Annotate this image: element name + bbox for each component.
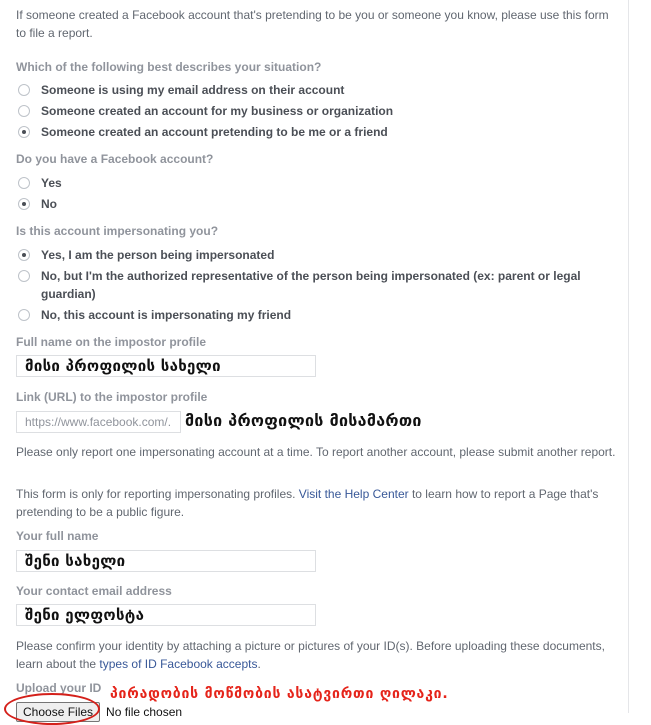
label-impostor-full-name: Full name on the impostor profile	[16, 335, 207, 349]
file-status-text: No file chosen	[106, 705, 183, 719]
impersonating-profiles-note	[16, 485, 616, 521]
help-center-link[interactable]: Visit the Help Center	[298, 487, 409, 501]
radio-option-label: Someone created an account for my business or organization	[41, 104, 394, 118]
label-impostor-url: Link (URL) to the impostor profile	[16, 390, 208, 404]
radio-option-business-account[interactable]	[18, 104, 393, 120]
content-divider-line	[628, 0, 629, 713]
note-text: This form is only for reporting impersonating profiles.	[16, 487, 299, 501]
radio-option-label: Yes	[41, 176, 62, 190]
radio-option-label: No, but I'm the authorized representative of the person being impersonated (ex: parent or legal guardian)	[41, 269, 581, 301]
question-situation: Which of the following best describes your situation?	[16, 60, 322, 74]
id-types-link[interactable]: types of ID Facebook accepts	[99, 657, 258, 671]
radio-option-label: Someone is using my email address on their account	[41, 83, 345, 97]
radio-button[interactable]	[18, 270, 30, 282]
radio-option-label: No	[41, 197, 57, 211]
radio-option-label: No, this account is impersonating my friend	[41, 308, 292, 322]
radio-option-no[interactable]	[18, 197, 57, 213]
one-account-note: Please only report one impersonating account at a time. To report another account, please submit another report.	[16, 445, 616, 459]
your-name-input[interactable]	[16, 550, 316, 572]
radio-option-i-am-impersonated[interactable]	[18, 248, 274, 264]
radio-option-impersonating-friend[interactable]	[18, 308, 291, 324]
radio-button[interactable]	[18, 309, 30, 321]
note-text: to learn how to report a Page that's pretending to be a public figure.	[16, 487, 599, 519]
confirm-text: Please confirm your identity by attaching a picture or pictures of your ID(s). Before uploading these documents, learn about the	[16, 639, 605, 671]
impostor-name-input[interactable]	[16, 355, 316, 377]
radio-option-yes[interactable]	[18, 176, 62, 192]
radio-button[interactable]	[18, 105, 30, 117]
impostor-url-annotation: მისი პროფილის მისამართი	[185, 411, 422, 430]
radio-button-selected[interactable]	[18, 249, 30, 261]
radio-button-selected[interactable]	[18, 126, 30, 138]
radio-button[interactable]	[18, 177, 30, 189]
radio-button[interactable]	[18, 84, 30, 96]
radio-button-selected[interactable]	[18, 198, 30, 210]
radio-option-email-used[interactable]	[18, 83, 344, 99]
confirm-text: .	[257, 657, 261, 671]
radio-option-label: Yes, I am the person being impersonated	[41, 248, 275, 262]
impostor-url-input[interactable]	[16, 411, 181, 433]
intro-text: If someone created a Facebook account that's pretending to be you or someone you know, please use this form to file a report.	[16, 8, 609, 40]
confirm-identity-text	[16, 637, 616, 673]
label-your-full-name: Your full name	[16, 529, 99, 543]
label-upload-id: Upload your ID	[16, 681, 102, 695]
radio-option-pretending-me-or-friend[interactable]	[18, 125, 388, 141]
upload-button-annotation: პირადობის მოწმობის ასატვირთი ღილაკი.	[110, 686, 449, 702]
file-upload-control	[16, 702, 182, 722]
radio-option-authorized-representative[interactable]	[18, 269, 598, 303]
choose-files-button[interactable]: Choose Files	[16, 702, 100, 722]
question-have-account: Do you have a Facebook account?	[16, 152, 214, 166]
radio-option-label: Someone created an account pretending to be me or a friend	[41, 125, 388, 139]
question-impersonating-you: Is this account impersonating you?	[16, 224, 219, 238]
label-contact-email: Your contact email address	[16, 584, 172, 598]
contact-email-input[interactable]	[16, 604, 316, 626]
